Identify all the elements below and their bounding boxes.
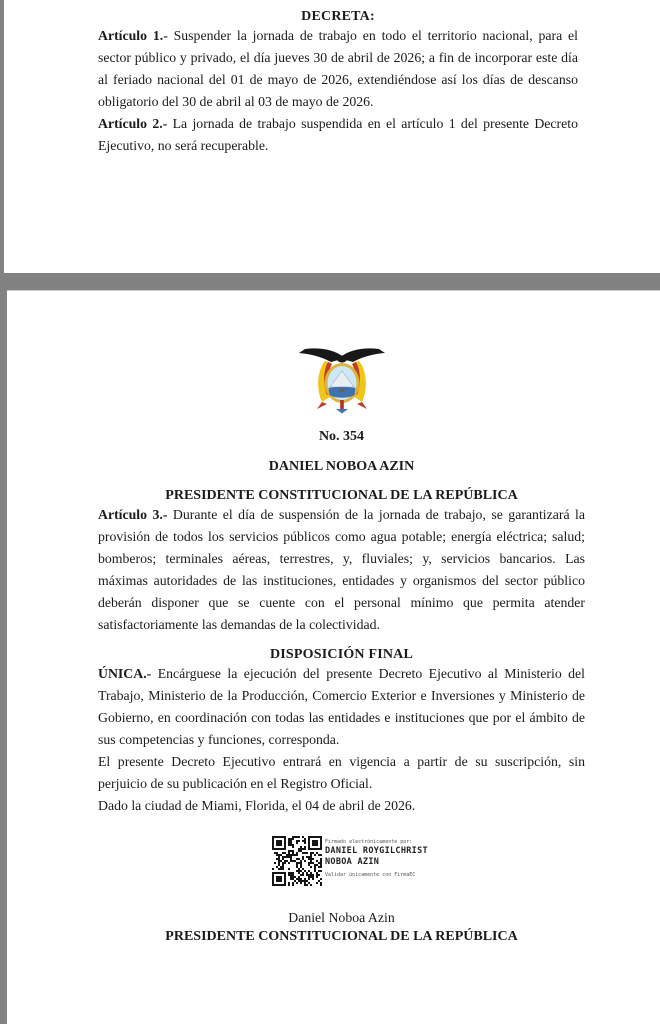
- president-title-heading: PRESIDENTE CONSTITUCIONAL DE LA REPÚBLICA: [165, 488, 518, 503]
- unica-text: Encárguese la ejecución del presente Decreto Ejecutivo al Ministerio del Trabajo, Ministerio de la Producción, Comercio Exterior e Inversiones y Ministerio de Gobierno, en coordinación con todas las entidades e instituciones que por el ámbito de sus competencias y funciones, corresponda.: [98, 666, 586, 747]
- president-name-heading: DANIEL NOBOA AZIN: [268, 459, 415, 474]
- articulo-1-text: Suspender la jornada de trabajo en todo el territorio nacional, para el sector público y privado, el día jueves 30 de abril de 2026; a fin de incorporar este día al feriado nacional del 01 de mayo de 2026, extendiéndose así los días de descanso obligatorio del 30 de abril al 03 de mayo de 2026.: [98, 28, 579, 109]
- articulo-1-label: Artículo 1.-: [98, 28, 168, 43]
- vigencia-paragraph: El presente Decreto Ejecutivo entrará en vigencia a partir de su suscripción, sin perjuicio de su publicación en el Registro Oficial.: [98, 754, 585, 791]
- signature-title: PRESIDENTE CONSTITUCIONAL DE LA REPÚBLICA: [165, 929, 518, 944]
- articulo-2-label: Artículo 2.-: [98, 116, 168, 131]
- articulo-3-paragraph: [98, 504, 585, 636]
- unica-label: ÚNICA.-: [98, 666, 152, 681]
- validate-label: Validar únicamente con FirmaEC: [325, 872, 416, 878]
- decree-number: No. 354: [318, 429, 365, 444]
- stamp-text-block: [325, 836, 428, 879]
- articulo-2-paragraph: [98, 113, 578, 157]
- decreta-heading: DECRETA:: [301, 9, 375, 24]
- qr-code-icon: [272, 836, 322, 886]
- dado-paragraph: Dado la ciudad de Miami, Florida, el 04 de abril de 2026.: [98, 798, 416, 813]
- electronic-signature-stamp: [272, 836, 482, 886]
- articulo-2-text: La jornada de trabajo suspendida en el artículo 1 del presente Decreto Ejecutivo, no será recuperable.: [98, 116, 579, 153]
- disposicion-final-heading: DISPOSICIÓN FINAL: [269, 647, 414, 662]
- signer-name-line-2: NOBOA AZIN: [325, 857, 380, 867]
- articulo-3-label: Artículo 3.-: [98, 507, 168, 522]
- document-page-2: [7, 290, 660, 1024]
- signed-by-label: Firmado electrónicamente por:: [325, 839, 413, 845]
- signature-name: Daniel Noboa Azin: [288, 910, 395, 925]
- emblem-container: [98, 347, 585, 420]
- signer-name-line-1: DANIEL ROYGILCHRIST: [325, 846, 428, 856]
- ecuador-coat-of-arms-icon: [292, 347, 392, 415]
- articulo-1-paragraph: [98, 25, 578, 113]
- articulo-3-text: Durante el día de suspensión de la jornada de trabajo, se garantizará la provisión de todos los servicios públicos como agua potable; energía eléctrica; salud; bomberos; terminales aéreas, terrestres, y, fluviales; y, servicios bancarios. Las máximas autoridades de las instituciones, entidades y organismos del sector público deberán disponer que se cuente con el personal mínimo que permita atender satisfactoriamente las demandas de la colectividad.: [98, 507, 585, 632]
- unica-paragraph: [98, 663, 585, 751]
- document-page-1: [4, 0, 660, 273]
